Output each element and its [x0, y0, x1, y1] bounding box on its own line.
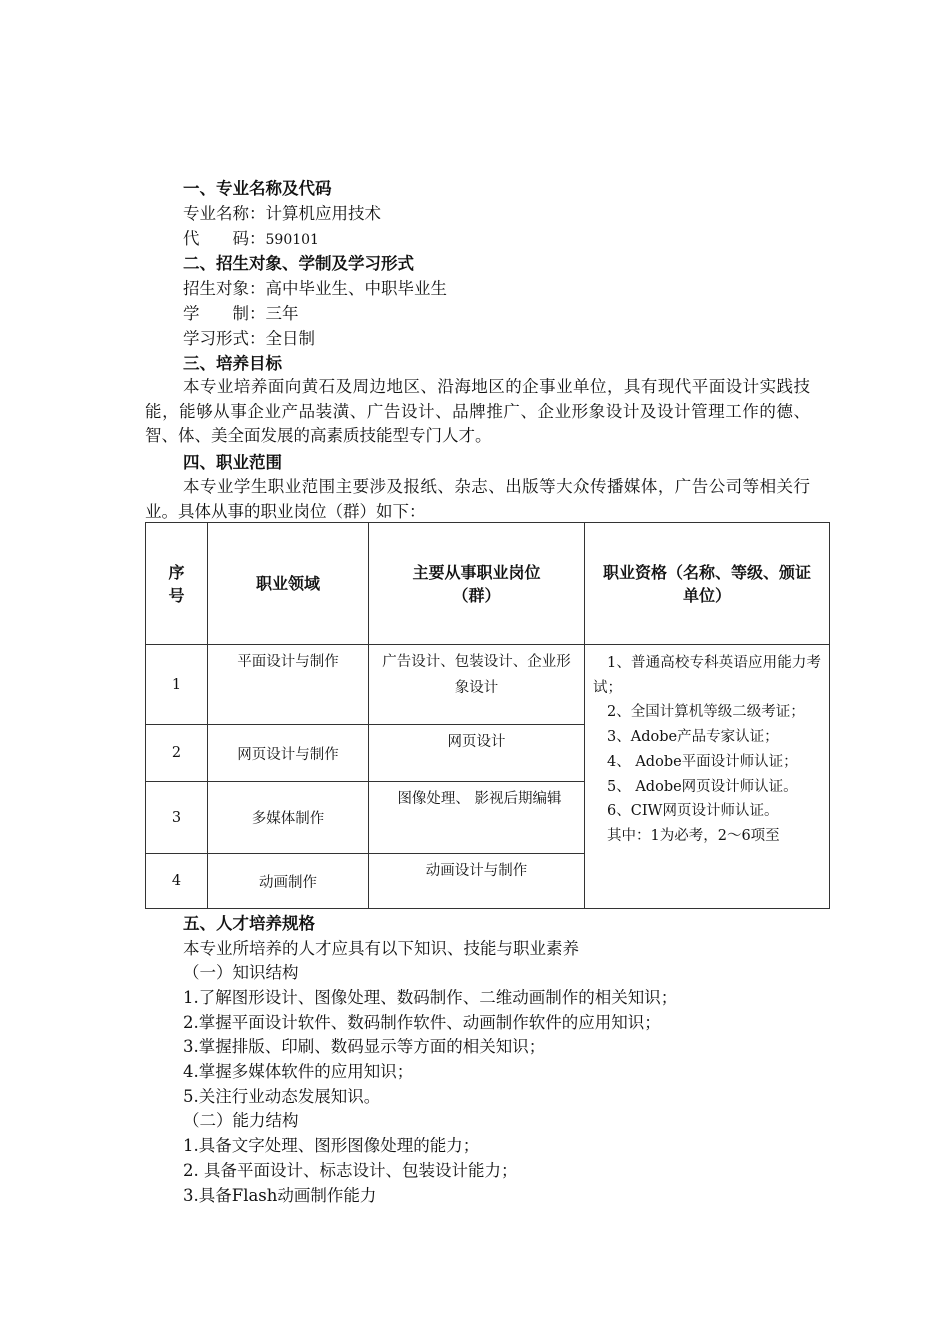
row-no: 4: [146, 854, 208, 909]
section-3-title: 三、培养目标: [183, 354, 282, 373]
header-no: 序号: [146, 523, 208, 645]
enrollment-target: 招生对象：高中毕业生、中职毕业生: [183, 279, 447, 298]
career-scope-paragraph: [145, 475, 810, 524]
talent-spec-intro: 本专业所培养的人才应具有以下知识、技能与职业素养: [183, 939, 579, 958]
knowledge-item: 4.掌握多媒体软件的应用知识；: [183, 1062, 414, 1081]
study-duration: 学 制：三年: [183, 304, 299, 323]
knowledge-item: 1.了解图形设计、图像处理、数码制作、二维动画制作的相关知识；: [183, 988, 678, 1007]
career-scope-text: 本专业学生职业范围主要涉及报纸、杂志、出版等大众传播媒体，广告公司等相关行业。具体从事的职业岗位（群）如下：: [145, 477, 810, 521]
row-field: 网页设计与制作: [208, 725, 369, 782]
major-code-label: 代 码：: [183, 229, 266, 248]
study-form: 学习形式：全日制: [183, 329, 315, 348]
ability-structure-title: （二）能力结构: [183, 1111, 299, 1130]
row-field: 动画制作: [208, 854, 369, 909]
knowledge-item: 5.关注行业动态发展知识。: [183, 1087, 381, 1106]
table-header-row: [146, 523, 830, 645]
row-posts: 动画设计与制作: [369, 854, 585, 909]
row-field: 平面设计与制作: [208, 645, 369, 725]
row-field: 多媒体制作: [208, 782, 369, 854]
row-no: 3: [146, 782, 208, 854]
row-posts: 图像处理、 影视后期编辑: [369, 782, 585, 854]
major-code: [183, 226, 319, 253]
section-4-title: 四、职业范围: [183, 453, 282, 472]
row-no: 1: [146, 645, 208, 725]
section-1-title: 一、专业名称及代码: [183, 179, 332, 198]
qualification-cell: [585, 645, 830, 909]
row-posts: 网页设计: [369, 725, 585, 782]
ability-item: 1.具备文字处理、图形图像处理的能力；: [183, 1136, 480, 1155]
table-row: [146, 645, 830, 725]
training-goal-text: 本专业培养面向黄石及周边地区、沿海地区的企事业单位，具有现代平面设计实践技能，能够从事企业产品装潢、广告设计、品牌推广、企业形象设计及设计管理工作的德、智、体、美全面发展的高素质技能型专门人才。: [145, 377, 810, 445]
training-goal-paragraph: [145, 375, 810, 449]
knowledge-item: 3.掌握排版、印刷、数码显示等方面的相关知识；: [183, 1037, 546, 1056]
qualification-item: 其中：1为必考，2～6项至: [607, 827, 780, 844]
qualification-item: 3、Adobe产品专家认证；: [607, 729, 779, 746]
knowledge-item: 2.掌握平面设计软件、数码制作软件、动画制作软件的应用知识；: [183, 1013, 661, 1032]
qualification-item: 6、CIW网页设计师认证。: [607, 803, 779, 820]
qualification-item: 4、 Adobe平面设计师认证；: [607, 753, 798, 770]
row-posts: 广告设计、包装设计、企业形象设计: [369, 645, 585, 725]
qualification-list: [593, 651, 821, 849]
qualification-item: 2、全国计算机等级二级考证；: [607, 704, 805, 721]
ability-item: 3.具备Flash动画制作能力: [183, 1186, 377, 1205]
section-5-title: 五、人才培养规格: [183, 914, 315, 933]
major-name: 专业名称：计算机应用技术: [183, 204, 381, 223]
section-2-title: 二、招生对象、学制及学习形式: [183, 254, 414, 273]
row-no: 2: [146, 725, 208, 782]
header-posts: 主要从事职业岗位（群）: [369, 523, 585, 645]
header-qualification: 职业资格（名称、等级、颁证单位）: [585, 523, 830, 645]
ability-item: 2. 具备平面设计、标志设计、包装设计能力；: [183, 1161, 518, 1180]
qualification-item: 1、普通高校专科英语应用能力考试；: [593, 655, 821, 696]
qualification-item: 5、 Adobe网页设计师认证。: [607, 778, 798, 795]
major-code-value: 590101: [265, 232, 319, 248]
knowledge-structure-title: （一）知识结构: [183, 963, 299, 982]
career-table: [145, 522, 830, 909]
header-field: 职业领域: [208, 523, 369, 645]
